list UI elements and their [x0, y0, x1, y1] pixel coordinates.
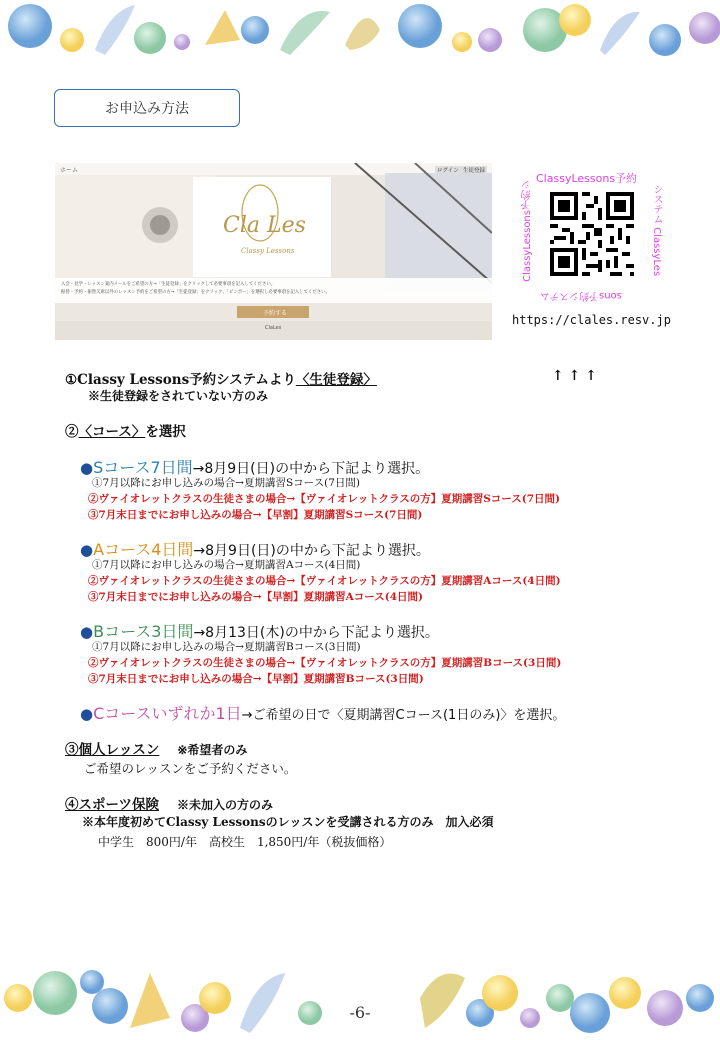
- course-b-option-3: ③7月末日までにお申し込みの場合→【早割】夏期講習Bコース(3日間): [88, 673, 424, 685]
- course-b-option-2: ②ヴァイオレットクラスの生徒さまの場合→【ヴァイオレットクラスの方】夏期講習Bコース(3日間): [88, 657, 562, 669]
- course-a-option-1: ①7月以降にお申し込みの場合→夏期講習Aコース(4日間): [92, 559, 361, 571]
- step-2: [65, 420, 186, 440]
- course-b-period: →8月13日(木)の中から下記より選択。: [193, 625, 439, 641]
- course-a-option-3: ③7月末日までにお申し込みの場合→【早割】夏期講習Aコース(4日間): [88, 591, 423, 603]
- insurance-price: 中学生 800円/年 高校生 1,850円/年（税抜価格）: [98, 835, 392, 849]
- course-b-bullet: ●: [80, 623, 94, 641]
- step-3-text: ご希望のレッスンをご予約ください。: [84, 761, 297, 776]
- qr-caption-bottom: sons予約システム: [540, 290, 622, 301]
- step-3-note: ※希望者のみ: [177, 743, 248, 757]
- step-1: [65, 368, 377, 388]
- course-a-name: Aコース4日間: [93, 540, 194, 559]
- course-s-bullet: ●: [80, 459, 94, 477]
- step-3: [65, 738, 247, 758]
- qr-caption-left: ClassyLessons予約シ: [522, 180, 533, 282]
- site-logo: Cla Les: [223, 213, 306, 238]
- step-4-note-2: ※本年度初めてClassy Lessonsのレッスンを受講される方のみ 加入必須: [82, 815, 494, 829]
- course-c-heading: [80, 701, 565, 724]
- site-footer: ClaLes: [265, 325, 282, 331]
- step-1-note: ※生徒登録をされていない方のみ: [88, 389, 269, 403]
- step-4: [65, 793, 273, 813]
- course-c-name: Cコースいずれか1日: [93, 704, 242, 723]
- login-button[interactable]: ログイン: [437, 168, 459, 174]
- sports-insurance-label: ④スポーツ保険: [65, 797, 159, 813]
- private-lesson-label: ③個人レッスン: [65, 742, 160, 758]
- up-arrows: ↑ ↑ ↑: [552, 368, 597, 384]
- qr-code-block: [520, 168, 664, 308]
- course-a-option-2: ②ヴァイオレットクラスの生徒さまの場合→【ヴァイオレットクラスの方】夏期講習Aコース(4日間): [88, 575, 561, 587]
- reservation-url-link[interactable]: https://clales.resv.jp: [512, 313, 671, 327]
- course-s-option-2: ②ヴァイオレットクラスの生徒さまの場合→【ヴァイオレットクラスの方】夏期講習Sコース(7日間): [88, 493, 560, 505]
- decorative-shell-border-top: [0, 0, 720, 62]
- step-1-label: ①Classy Lessons予約システムより: [65, 372, 296, 388]
- step-2-suffix: を選択: [145, 424, 186, 440]
- step-4-note: ※未加入の方のみ: [176, 798, 273, 812]
- course-s-name: Sコース7日間: [93, 458, 193, 477]
- course-s-option-3: ③7月末日までにお申し込みの場合→【早割】夏期講習Sコース(7日間): [88, 509, 423, 521]
- site-logo-subtitle: Classy Lessons: [241, 247, 295, 255]
- site-info-line-1: 入会・見学・レッスン案内メールをご希望の方→「生徒登録」をクリックして必要事項を記入してください。: [61, 282, 276, 287]
- site-info-line-2: 振替・予約・振替欠席以外のレッスン予約をご希望の方→「生徒登録」をクリック、「ピンポー」を選択し必要事項を記入してください。: [61, 290, 330, 295]
- course-c-text: →ご希望の日で〈夏期講習Cコース(1日のみ)〉を選択。: [241, 708, 566, 723]
- register-button[interactable]: 生徒登録: [463, 168, 486, 174]
- page-number: -6-: [349, 1003, 371, 1022]
- qr-caption-right: システム ClassyLes: [651, 184, 662, 277]
- reserve-button[interactable]: 予約する: [263, 310, 288, 317]
- course-a-period: →8月9日(日)の中から下記より選択。: [193, 543, 430, 559]
- home-tab[interactable]: ホーム: [60, 167, 79, 174]
- course-b-option-1: ①7月以降にお申し込みの場合→夏期講習Bコース(3日間): [92, 641, 361, 653]
- qr-caption-top: ClassyLessons予約: [536, 172, 638, 185]
- course-c-bullet: ●: [80, 705, 94, 723]
- course-s-period: →8月9日(日)の中から下記より選択。: [192, 461, 430, 477]
- qr-code[interactable]: [550, 192, 634, 276]
- course-b-name: Bコース3日間: [93, 622, 194, 641]
- student-registration-link[interactable]: 〈生徒登録〉: [295, 372, 377, 388]
- reservation-site-screenshot: [55, 163, 492, 340]
- course-a-bullet: ●: [80, 541, 94, 559]
- course-link[interactable]: 〈コース〉: [78, 424, 146, 440]
- decorative-shell-border-bottom: [0, 958, 720, 1040]
- section-heading-application-method: お申込み方法: [54, 89, 240, 127]
- step-2-label: ②: [65, 424, 79, 440]
- course-s-option-1: ①7月以降にお申し込みの場合→夏期講習Sコース(7日間): [92, 477, 361, 489]
